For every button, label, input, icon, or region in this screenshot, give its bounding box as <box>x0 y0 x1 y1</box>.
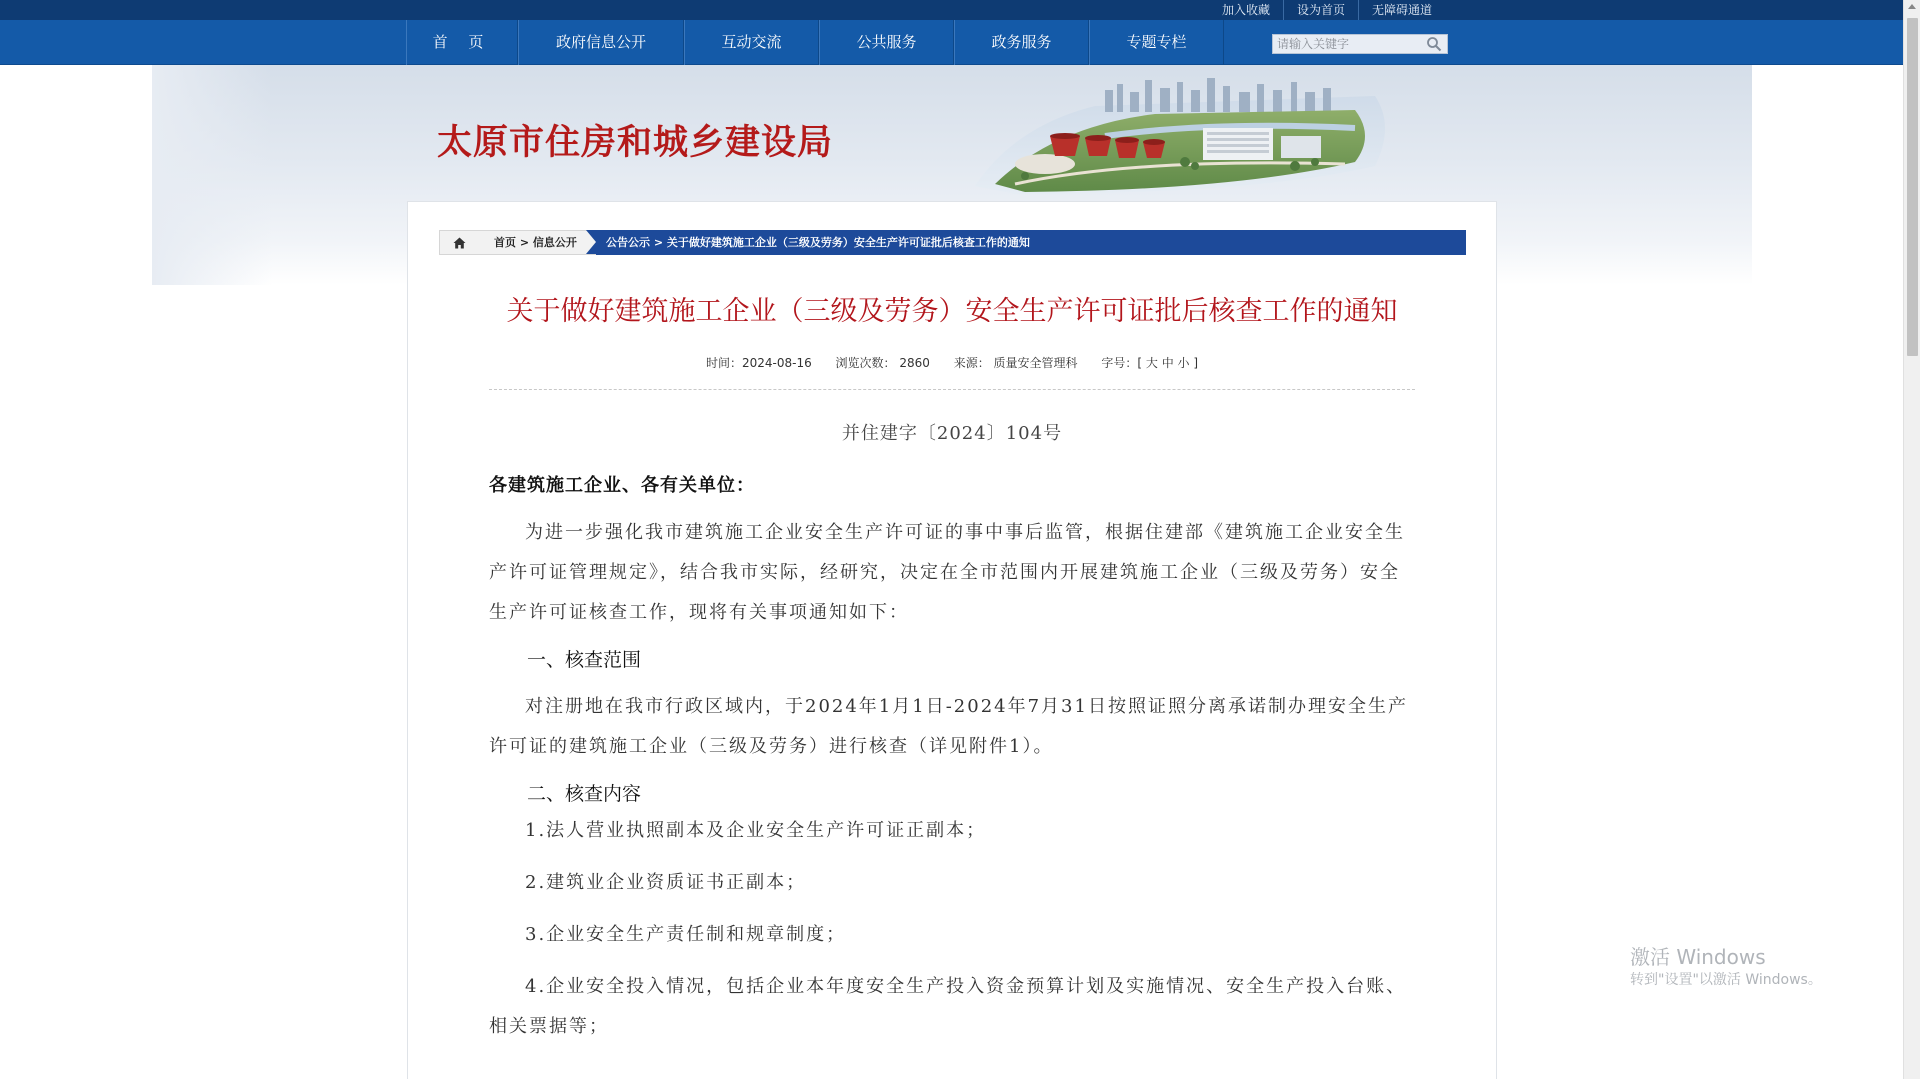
article-meta <box>408 354 1496 371</box>
search-input[interactable] <box>1273 35 1423 53</box>
site-title: 太原市住房和城乡建设局 <box>437 122 834 163</box>
breadcrumb-path-1[interactable]: 首页 > 信息公开 <box>494 236 577 249</box>
nav-interaction[interactable]: 互动交流 <box>684 20 819 65</box>
content-item: 2.建筑业企业资质证书正副本； <box>525 872 807 893</box>
content-panel <box>407 201 1497 1079</box>
accessibility-link[interactable]: 无障碍通道 <box>1358 0 1445 20</box>
font-size-control[interactable]: 字号：[ 大 中 小 ] <box>1101 356 1199 370</box>
home-icon[interactable] <box>440 231 478 254</box>
nav-special-topics[interactable]: 专题专栏 <box>1089 20 1224 65</box>
search-box <box>1272 34 1448 54</box>
top-links <box>1209 0 1445 20</box>
document-number: 并住建字〔2024〕104号 <box>841 423 1063 444</box>
content-item: 3.企业安全生产责任制和规章制度； <box>525 924 847 945</box>
section-heading-content: 二、核查内容 <box>527 783 642 805</box>
publish-time: 时间：2024-08-16 <box>705 356 812 370</box>
add-favorite-link[interactable]: 加入收藏 <box>1221 3 1270 17</box>
content-item: 4.企业安全投入情况，包括企业本年度安全生产投入资金预算计划及实施情况、安全生产投入台账、相关票据等； <box>489 976 1407 1037</box>
nav-gov-service[interactable]: 政务服务 <box>954 20 1089 65</box>
top-utility-bar <box>0 0 1903 20</box>
content-item: 1.法人营业执照副本及企业安全生产许可证正副本； <box>525 820 987 841</box>
nav-gov-info[interactable]: 政府信息公开 <box>518 20 684 65</box>
scope-paragraph: 对注册地在我市行政区域内，于2024年1月1日-2024年7月31日按照证照分离承诺制办理安全生产许可证的建筑施工企业（三级及劳务）进行核查（详见附件1）。 <box>489 696 1408 757</box>
section-heading-scope: 一、核查范围 <box>527 649 642 671</box>
breadcrumb <box>439 230 1466 255</box>
scrollbar-thumb[interactable] <box>1907 18 1918 356</box>
city-skyline-image <box>955 66 1395 196</box>
intro-paragraph: 为进一步强化我市建筑施工企业安全生产许可证的事中事后监管，根据住建部《建筑施工企业安全生产许可证管理规定》，结合我市实际，经研究，决定在全市范围内开展建筑施工企业（三级及劳务）安全生产许可证核查工作，现将有关事项通知如下： <box>489 522 1405 623</box>
nav-public-service[interactable]: 公共服务 <box>819 20 954 65</box>
addressee: 各建筑施工企业、各有关单位： <box>489 475 755 496</box>
divider <box>489 389 1415 390</box>
watermark-line-1: 激活 Windows <box>1630 945 1766 969</box>
scroll-up-arrow-icon[interactable] <box>1908 4 1916 9</box>
source: 来源： 质量安全管理科 <box>953 356 1078 370</box>
nav-home[interactable]: 首 页 <box>406 20 518 65</box>
breadcrumb-current <box>596 230 1466 255</box>
main-nav <box>0 20 1903 65</box>
set-homepage-link[interactable]: 设为首页 <box>1283 0 1358 20</box>
windows-activation-watermark <box>1630 944 1822 990</box>
watermark-line-2: 转到"设置"以激活 Windows。 <box>1630 972 1822 988</box>
breadcrumb-path-2[interactable]: 公告公示 > 关于做好建筑施工企业（三级及劳务）安全生产许可证批后核查工作的通知 <box>606 236 1030 249</box>
search-icon[interactable] <box>1423 35 1445 53</box>
article-title: 关于做好建筑施工企业（三级及劳务）安全生产许可证批后核查工作的通知 <box>506 296 1398 327</box>
article-body <box>489 417 1415 1047</box>
view-count: 浏览次数： 2860 <box>835 356 930 370</box>
page-scrollbar[interactable] <box>1903 0 1920 1079</box>
